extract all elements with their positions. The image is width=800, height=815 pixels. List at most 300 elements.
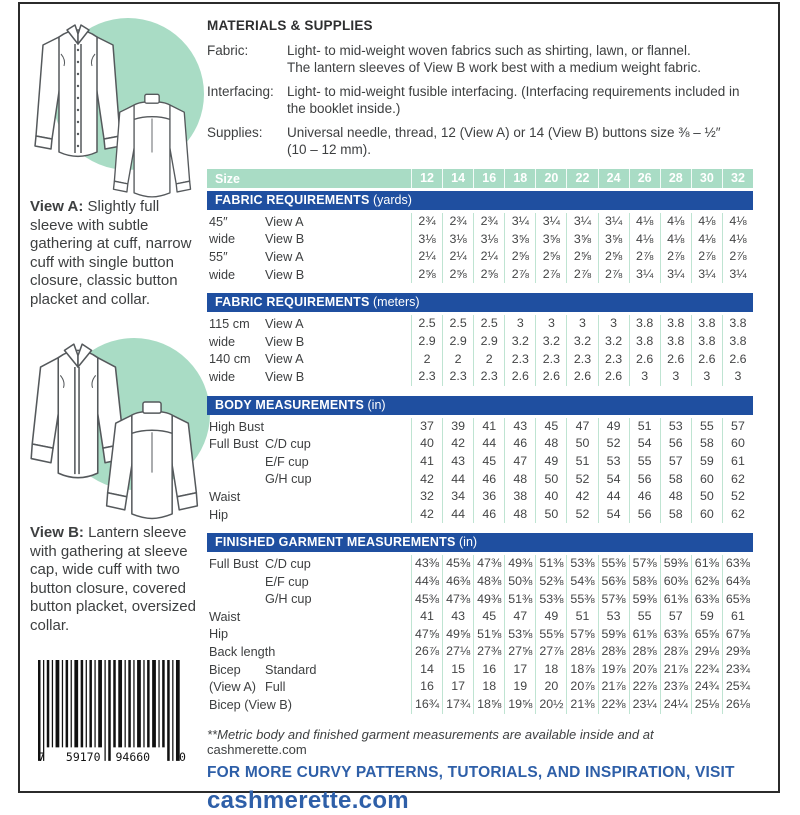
measurement-cell: 2⅞ <box>691 248 722 266</box>
measurement-cell: 2.6 <box>535 368 566 386</box>
measurement-cell: 2⅝ <box>473 266 504 284</box>
row-label: Bicep (View B) <box>209 697 292 712</box>
measurement-cell: 28⅜ <box>598 643 629 661</box>
measurement-cell: 17¾ <box>442 696 473 714</box>
measurement-cell: 2⅞ <box>629 248 660 266</box>
table-fabric-yards <box>207 191 753 283</box>
measurement-cell: 41 <box>473 418 504 436</box>
measurement-cell: 51 <box>566 453 597 471</box>
table-row <box>207 506 753 524</box>
measurement-cell: 3¼ <box>629 266 660 284</box>
measurement-cell: 25¾ <box>722 678 753 696</box>
measurement-cell: 45 <box>535 418 566 436</box>
measurement-cell: 50 <box>535 506 566 524</box>
row-label: Hip <box>209 507 229 522</box>
measurement-cell: 2.6 <box>660 351 691 369</box>
measurement-cell: 53⅜ <box>535 591 566 609</box>
table-row <box>207 488 753 506</box>
measurement-cell: 52 <box>598 435 629 453</box>
row-sublabel: View A <box>265 249 304 264</box>
shirt-back-icon <box>102 88 202 200</box>
measurement-cell: 50 <box>535 471 566 489</box>
row-label: Full Bust <box>209 557 259 572</box>
measurement-cell: 3.2 <box>598 333 629 351</box>
measurement-cell: 20½ <box>535 696 566 714</box>
table-row <box>207 573 753 591</box>
row-sublabel: E/F cup <box>265 574 309 589</box>
materials-text-line: The lantern sleeves of View B work best with a medium weight fabric. <box>287 60 701 75</box>
measurement-cell: 2.6 <box>504 368 535 386</box>
website-link: cashmerette.com <box>207 786 409 814</box>
measurement-cell: 3¼ <box>691 266 722 284</box>
row-sublabel: View B <box>265 369 305 384</box>
materials-text-line: Light- to mid-weight woven fabrics such as shirting, lawn, or flannel. <box>287 43 691 58</box>
measurement-cell: 44 <box>442 471 473 489</box>
view-b-illustration <box>30 330 202 525</box>
table-body-measurements <box>207 396 753 524</box>
measurement-cell: 3⅝ <box>598 231 629 249</box>
measurement-cell: 2.3 <box>535 351 566 369</box>
materials-heading: MATERIALS & SUPPLIES <box>207 18 373 33</box>
measurement-cell: 46 <box>473 471 504 489</box>
measurement-cell: 43⅜ <box>411 555 442 573</box>
measurement-cell: 53 <box>598 453 629 471</box>
table-row <box>207 696 753 714</box>
measurement-cell: 2⅝ <box>598 248 629 266</box>
measurement-cell: 60 <box>722 435 753 453</box>
table-unit: (yards) <box>373 193 412 207</box>
measurement-cell: 3⅛ <box>442 231 473 249</box>
table-row <box>207 678 753 696</box>
table-title-bar <box>207 533 753 552</box>
view-a-description <box>30 198 200 309</box>
row-label: Full Bust <box>209 437 259 452</box>
measurement-cell: 2.5 <box>442 315 473 333</box>
measurement-cell: 63⅜ <box>722 555 753 573</box>
materials-text <box>287 42 753 76</box>
measurement-cell: 49⅝ <box>442 626 473 644</box>
measurement-cell: 42 <box>411 471 442 489</box>
measurement-cell: 52 <box>566 471 597 489</box>
table-row <box>207 661 753 679</box>
measurement-cell: 42 <box>411 506 442 524</box>
measurement-cell: 21⅜ <box>566 696 597 714</box>
barcode-bars <box>38 660 186 764</box>
table-unit: (in) <box>367 397 386 412</box>
table-row <box>207 248 753 266</box>
table-row <box>207 418 753 436</box>
measurement-cell: 29⅜ <box>722 643 753 661</box>
measurement-cell: 2⅝ <box>504 248 535 266</box>
main-content <box>207 12 753 815</box>
row-label: wide <box>209 369 236 384</box>
measurement-cell: 55 <box>629 453 660 471</box>
size-header-row <box>207 169 753 188</box>
measurement-cell: 52 <box>566 506 597 524</box>
measurement-cell: 51 <box>629 418 660 436</box>
measurement-cell: 57⅝ <box>566 626 597 644</box>
measurement-cell: 22⅜ <box>598 696 629 714</box>
measurement-cell: 22⅞ <box>629 678 660 696</box>
measurement-cell: 37 <box>411 418 442 436</box>
measurement-cell: 17 <box>504 661 535 679</box>
measurement-cell: 15 <box>442 661 473 679</box>
table-unit: (in) <box>459 535 478 550</box>
row-label: Waist <box>209 489 241 504</box>
measurement-cell: 59 <box>691 453 722 471</box>
row-sublabel: View B <box>265 267 305 282</box>
measurement-cell: 3 <box>691 368 722 386</box>
measurement-cell: 3.8 <box>722 333 753 351</box>
size-cell: 24 <box>598 169 629 188</box>
measurement-cell: 51⅝ <box>473 626 504 644</box>
measurement-cell: 3.2 <box>504 333 535 351</box>
measurement-cell: 61⅝ <box>629 626 660 644</box>
measurement-cell: 63⅜ <box>691 591 722 609</box>
measurement-cell: 62 <box>722 506 753 524</box>
view-b-text: Lantern sleeve with gathering at sleeve cap, wide cuff with two button closure, covered button placket, oversized collar. <box>30 524 196 634</box>
measurement-cell: 19 <box>504 678 535 696</box>
table-row <box>207 333 753 351</box>
table-row <box>207 555 753 573</box>
measurement-cell: 3¼ <box>504 213 535 231</box>
row-sublabel: View A <box>265 352 304 367</box>
measurement-cell: 45⅜ <box>442 555 473 573</box>
measurement-cell: 43 <box>442 608 473 626</box>
measurement-cell: 23¾ <box>722 661 753 679</box>
measurement-cell: 47 <box>504 453 535 471</box>
measurement-cell: 61⅜ <box>660 591 691 609</box>
measurement-cell: 3⅝ <box>535 231 566 249</box>
measurement-cell: 56 <box>629 506 660 524</box>
measurement-cell: 2¼ <box>442 248 473 266</box>
measurement-cell: 18 <box>473 678 504 696</box>
measurement-cell: 42 <box>442 435 473 453</box>
measurement-cell: 2.3 <box>411 368 442 386</box>
measurement-cell: 3 <box>535 315 566 333</box>
measurement-cell: 49⅜ <box>473 591 504 609</box>
measurement-cell: 18⅝ <box>473 696 504 714</box>
measurement-cell: 54⅜ <box>566 573 597 591</box>
measurement-cell: 44 <box>473 435 504 453</box>
measurement-cell: 50 <box>566 435 597 453</box>
measurement-cell: 2¼ <box>473 248 504 266</box>
row-label: Back length <box>209 645 276 660</box>
measurement-cell: 59⅜ <box>629 591 660 609</box>
row-label: wide <box>209 334 236 349</box>
row-sublabel: View B <box>265 334 305 349</box>
measurement-cell: 48 <box>660 488 691 506</box>
view-a-text: Slightly full sleeve with subtle gathering at cuff, narrow cuff with single button closure, classic button placket and collar. <box>30 198 192 308</box>
size-cell: 20 <box>535 169 566 188</box>
table-unit: (meters) <box>373 295 420 310</box>
measurement-cell: 3⅝ <box>504 231 535 249</box>
measurement-cell: 3.8 <box>660 333 691 351</box>
measurement-cell: 2⅞ <box>722 248 753 266</box>
measurement-cell: 18 <box>535 661 566 679</box>
measurement-cell: 45⅜ <box>411 591 442 609</box>
table-title-bar <box>207 191 753 210</box>
measurement-cell: 45 <box>473 453 504 471</box>
measurement-cell: 3 <box>722 368 753 386</box>
row-sublabel: Full <box>265 680 286 695</box>
measurement-cell: 67⅝ <box>722 626 753 644</box>
measurement-cell: 2¼ <box>411 248 442 266</box>
size-cell: 22 <box>566 169 597 188</box>
materials-text-line: Universal needle, thread, 12 (View A) or 14 (View B) buttons size ⅜ – ½″ <box>287 125 721 140</box>
size-cell: 26 <box>629 169 660 188</box>
view-b-label: View B: <box>30 524 84 541</box>
measurement-cell: 39 <box>442 418 473 436</box>
materials-label: Supplies: <box>207 125 263 140</box>
measurement-cell: 3.8 <box>629 315 660 333</box>
measurement-cell: 57 <box>722 418 753 436</box>
materials-label: Fabric: <box>207 43 249 58</box>
size-cell: 28 <box>660 169 691 188</box>
measurement-cell: 58 <box>691 435 722 453</box>
measurement-cell: 47⅜ <box>473 555 504 573</box>
measurement-cell: 40 <box>535 488 566 506</box>
row-label: 55″ <box>209 249 228 264</box>
row-label: 115 cm <box>209 317 250 332</box>
materials-text <box>287 83 753 117</box>
row-label: wide <box>209 232 236 247</box>
measurement-cell: 2⅞ <box>660 248 691 266</box>
measurement-cell: 24¼ <box>660 696 691 714</box>
row-label: High Bust <box>209 419 265 434</box>
table-title: FINISHED GARMENT MEASUREMENTS <box>215 535 456 550</box>
table-row <box>207 368 753 386</box>
materials-text-line: the booklet inside.) <box>287 101 401 116</box>
measurement-cell: 28⅞ <box>660 643 691 661</box>
table-row <box>207 315 753 333</box>
view-b-description <box>30 524 200 635</box>
measurement-cell: 50⅜ <box>504 573 535 591</box>
materials-label: Interfacing: <box>207 84 274 99</box>
measurement-cell: 2.5 <box>473 315 504 333</box>
measurement-cell: 2.6 <box>629 351 660 369</box>
measurement-cell: 42 <box>566 488 597 506</box>
measurement-cell: 3 <box>566 315 597 333</box>
measurement-cell: 60⅜ <box>660 573 691 591</box>
measurement-cell: 18⅞ <box>566 661 597 679</box>
size-cell: 16 <box>473 169 504 188</box>
table-title-bar <box>207 293 753 312</box>
measurement-cell: 2⅝ <box>566 248 597 266</box>
table-row <box>207 471 753 489</box>
measurement-cell: 44⅜ <box>411 573 442 591</box>
row-label: Hip <box>209 627 229 642</box>
barcode-digits <box>38 750 186 764</box>
measurement-cell: 3.8 <box>691 333 722 351</box>
measurement-cell: 41 <box>411 608 442 626</box>
row-label: Waist <box>209 609 241 624</box>
pattern-envelope-back <box>18 2 780 814</box>
measurement-cell: 20⅞ <box>629 661 660 679</box>
measurement-cell: 2⅞ <box>535 266 566 284</box>
table-row <box>207 591 753 609</box>
measurement-cell: 55⅝ <box>535 626 566 644</box>
measurement-cell: 56 <box>660 435 691 453</box>
measurement-cell: 61 <box>722 453 753 471</box>
materials-row-fabric <box>207 42 753 76</box>
row-label: wide <box>209 267 236 282</box>
row-sublabel: View A <box>265 214 304 229</box>
measurement-cell: 2.6 <box>722 351 753 369</box>
measurement-cell: 2⅞ <box>504 266 535 284</box>
measurement-cell: 45 <box>473 608 504 626</box>
barcode-digit-group: 59170 <box>65 750 101 764</box>
measurement-cell: 34 <box>442 488 473 506</box>
measurement-cell: 3.8 <box>691 315 722 333</box>
measurement-cell: 2¾ <box>442 213 473 231</box>
measurement-cell: 26⅛ <box>722 696 753 714</box>
row-label: Bicep <box>209 662 241 677</box>
shirt-back-icon <box>100 396 204 522</box>
measurement-cell: 2⅝ <box>411 266 442 284</box>
measurement-cell: 52⅜ <box>535 573 566 591</box>
measurement-cell: 54 <box>629 435 660 453</box>
measurement-cell: 16¾ <box>411 696 442 714</box>
table-row <box>207 643 753 661</box>
measurement-cell: 19⅝ <box>504 696 535 714</box>
measurement-cell: 2.6 <box>691 351 722 369</box>
measurement-cell: 3¼ <box>660 266 691 284</box>
measurement-cell: 54 <box>598 471 629 489</box>
measurement-cell: 61⅜ <box>691 555 722 573</box>
measurement-cell: 44 <box>598 488 629 506</box>
measurement-cell: 65⅝ <box>691 626 722 644</box>
measurement-cell: 49⅜ <box>504 555 535 573</box>
view-a-label: View A: <box>30 198 84 215</box>
measurement-cell: 48 <box>535 435 566 453</box>
measurement-cell: 2.5 <box>411 315 442 333</box>
metric-note-text: **Metric body and finished garment measurements are available inside and at <box>207 726 654 742</box>
size-header-label: Size <box>215 171 241 186</box>
measurement-cell: 46 <box>504 435 535 453</box>
measurement-cell: 3⅛ <box>411 231 442 249</box>
measurement-cell: 58 <box>660 506 691 524</box>
measurement-cell: 3.2 <box>566 333 597 351</box>
measurement-cell: 56 <box>629 471 660 489</box>
measurement-cell: 50 <box>691 488 722 506</box>
measurement-cell: 2.3 <box>442 368 473 386</box>
measurement-cell: 60 <box>691 471 722 489</box>
measurement-cell: 2.3 <box>504 351 535 369</box>
row-sublabel: C/D cup <box>265 557 311 572</box>
measurement-cell: 20 <box>535 678 566 696</box>
table-finished-garment <box>207 533 753 713</box>
barcode-digit-group: 7 <box>38 750 45 764</box>
measurement-cell: 57⅜ <box>598 591 629 609</box>
measurement-cell: 4⅛ <box>660 231 691 249</box>
measurement-cell: 51 <box>566 608 597 626</box>
measurement-cell: 3.2 <box>535 333 566 351</box>
measurement-cell: 53⅝ <box>504 626 535 644</box>
measurement-cell: 2.6 <box>566 368 597 386</box>
measurement-cell: 24¾ <box>691 678 722 696</box>
measurement-cell: 4⅛ <box>660 213 691 231</box>
materials-text-line: (10 – 12 mm). <box>287 142 372 157</box>
measurement-cell: 3¼ <box>722 266 753 284</box>
measurement-cell: 4⅛ <box>629 231 660 249</box>
measurement-cell: 58⅜ <box>629 573 660 591</box>
measurement-cell: 21⅞ <box>660 661 691 679</box>
measurement-cell: 61 <box>722 608 753 626</box>
measurement-cell: 49 <box>598 418 629 436</box>
measurement-cell: 58 <box>660 471 691 489</box>
measurement-cell: 20⅞ <box>566 678 597 696</box>
measurement-cell: 59 <box>691 608 722 626</box>
measurement-cell: 17 <box>442 678 473 696</box>
measurement-cell: 2.3 <box>566 351 597 369</box>
measurement-cell: 16 <box>473 661 504 679</box>
measurement-cell: 43 <box>504 418 535 436</box>
measurement-cell: 47⅝ <box>411 626 442 644</box>
table-fabric-meters <box>207 293 753 385</box>
table-row <box>207 351 753 369</box>
measurement-cell: 53 <box>660 418 691 436</box>
measurement-cell: 19⅞ <box>598 661 629 679</box>
measurement-cell: 27⅝ <box>504 643 535 661</box>
measurement-cell: 27⅞ <box>535 643 566 661</box>
row-sublabel: G/H cup <box>265 472 312 487</box>
row-sublabel: G/H cup <box>265 592 312 607</box>
measurement-cell: 3 <box>504 315 535 333</box>
measurement-cell: 2¾ <box>411 213 442 231</box>
table-row <box>207 608 753 626</box>
sidebar <box>30 12 202 787</box>
measurement-cell: 23¼ <box>629 696 660 714</box>
measurement-cell: 25⅛ <box>691 696 722 714</box>
measurement-cell: 3.8 <box>660 315 691 333</box>
measurement-cell: 2 <box>442 351 473 369</box>
measurement-cell: 2.9 <box>473 333 504 351</box>
measurement-cell: 3.8 <box>722 315 753 333</box>
measurement-cell: 3¼ <box>566 213 597 231</box>
measurement-cell: 51⅜ <box>504 591 535 609</box>
measurement-cell: 3⅛ <box>473 231 504 249</box>
size-cell: 12 <box>411 169 442 188</box>
size-cell: 14 <box>442 169 473 188</box>
row-sublabel: Standard <box>265 662 317 677</box>
size-cell: 18 <box>504 169 535 188</box>
metric-note-url: cashmerette.com <box>207 741 307 757</box>
measurement-cell: 2.3 <box>598 351 629 369</box>
table-row <box>207 453 753 471</box>
measurement-cell: 3 <box>629 368 660 386</box>
measurement-cell: 64⅜ <box>722 573 753 591</box>
row-sublabel: C/D cup <box>265 437 311 452</box>
table-row <box>207 626 753 644</box>
table-title: FABRIC REQUIREMENTS <box>215 295 370 310</box>
measurement-cell: 36 <box>473 488 504 506</box>
table-title: FABRIC REQUIREMENTS <box>215 193 370 207</box>
measurement-cell: 2⅝ <box>442 266 473 284</box>
measurement-cell: 3.8 <box>629 333 660 351</box>
materials-row-supplies <box>207 124 753 158</box>
measurement-cell: 40 <box>411 435 442 453</box>
barcode-digit-group: 0 <box>179 750 186 764</box>
measurement-cell: 4⅛ <box>722 213 753 231</box>
measurement-cell: 52 <box>722 488 753 506</box>
measurement-cell: 4⅛ <box>691 231 722 249</box>
materials-row-interfacing <box>207 83 753 117</box>
measurement-cell: 2⅞ <box>566 266 597 284</box>
measurement-cell: 2.3 <box>473 368 504 386</box>
measurement-cell: 41 <box>411 453 442 471</box>
measurement-cell: 49 <box>535 453 566 471</box>
